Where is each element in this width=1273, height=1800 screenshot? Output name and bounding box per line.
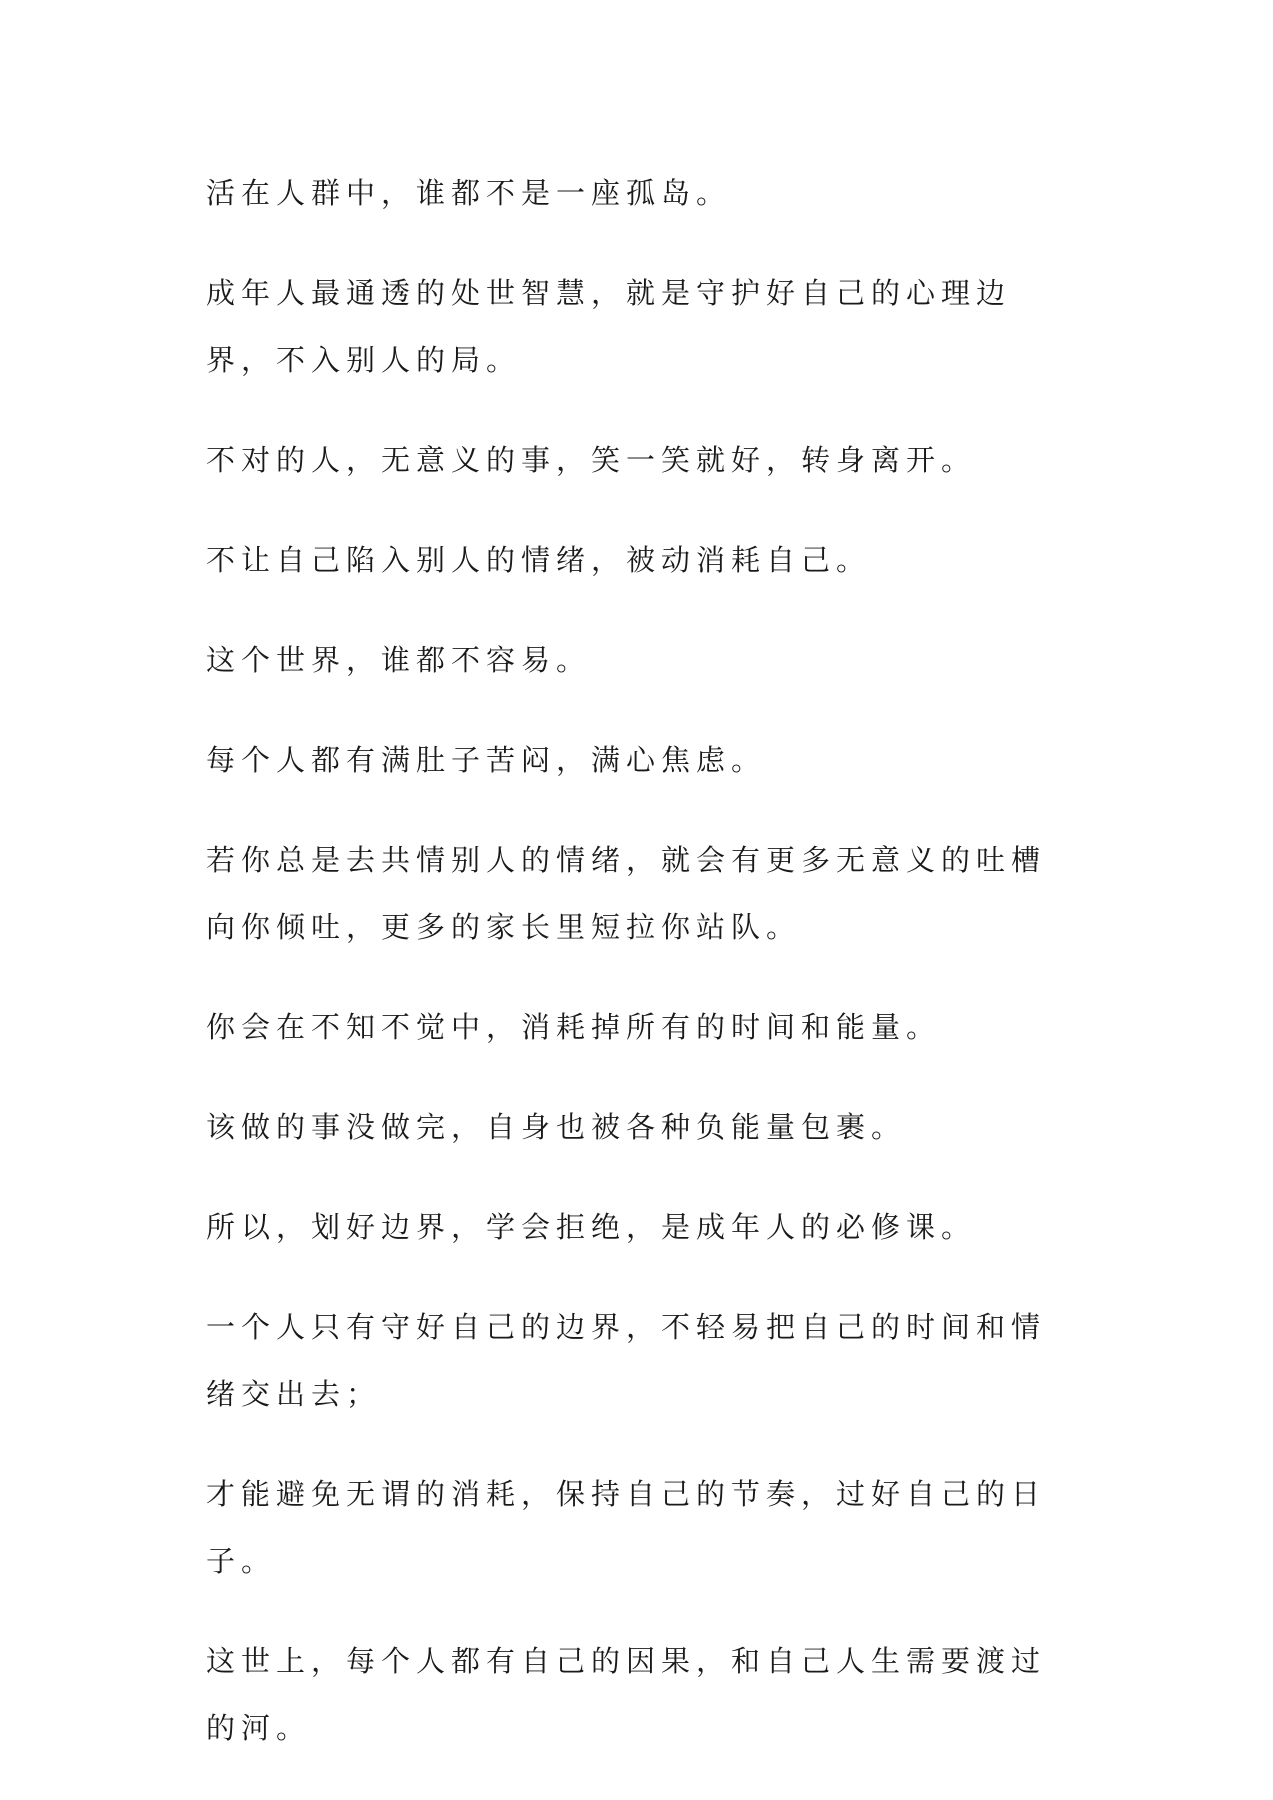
paragraph: 所以，划好边界，学会拒绝，是成年人的必修课。 [206,1210,977,1244]
paragraph: 成年人最通透的处世智慧，就是守护好自己的心理边界，不入别人的局。 [206,276,1012,377]
paragraph: 一个人只有守好自己的边界，不轻易把自己的时间和情绪交出去； [206,1310,1047,1411]
paragraph: 该做的事没做完，自身也被各种负能量包裹。 [206,1110,907,1144]
paragraph: 不对的人，无意义的事，笑一笑就好，转身离开。 [206,443,977,477]
paragraph: 才能避免无谓的消耗，保持自己的节奏，过好自己的日子。 [206,1477,1047,1578]
paragraph: 这世上，每个人都有自己的因果，和自己人生需要渡过的河。 [206,1644,1047,1745]
paragraph: 你会在不知不觉中，消耗掉所有的时间和能量。 [206,1010,942,1044]
document-body [206,160,1076,1795]
paragraph: 不让自己陷入别人的情绪，被动消耗自己。 [206,543,872,577]
paragraph: 每个人都有满肚子苦闷，满心焦虑。 [206,743,767,777]
paragraph: 若你总是去共情别人的情绪，就会有更多无意义的吐槽向你倾吐，更多的家长里短拉你站队。 [206,843,1047,944]
paragraph: 这个世界，谁都不容易。 [206,643,592,677]
paragraph: 活在人群中，谁都不是一座孤岛。 [206,176,732,210]
